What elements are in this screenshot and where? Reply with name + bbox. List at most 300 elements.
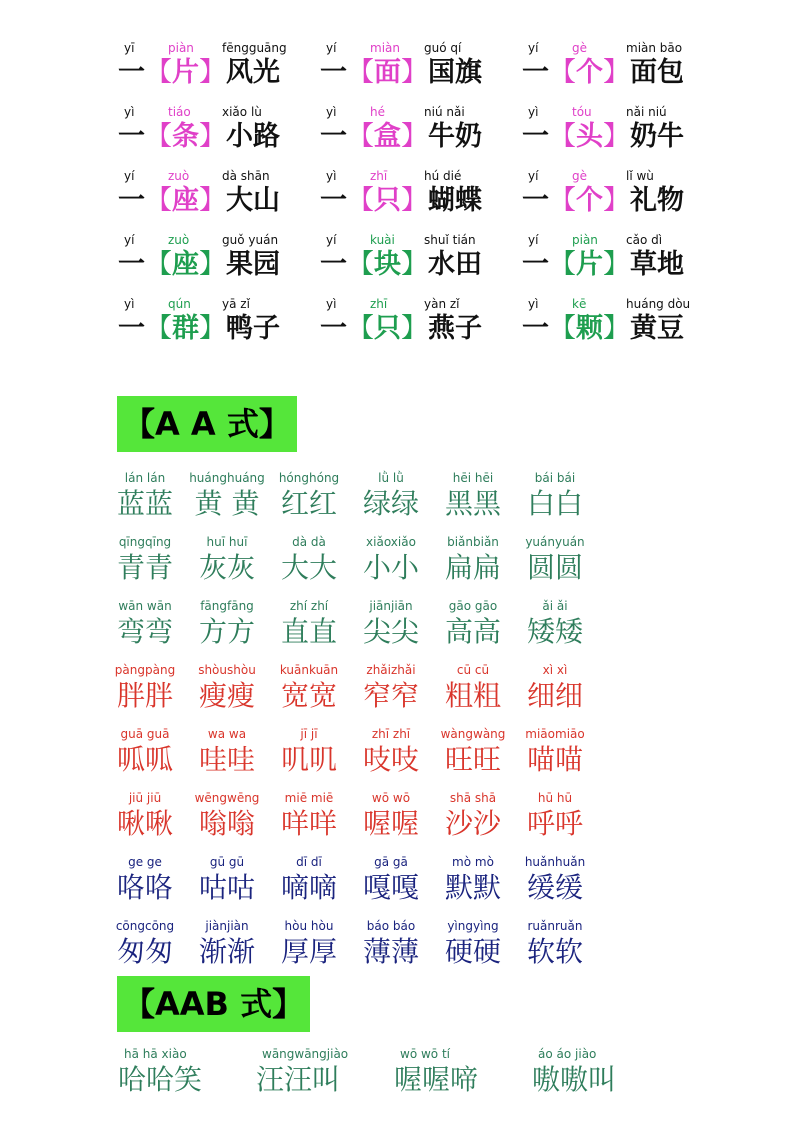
noun-chars: 小路: [226, 121, 280, 152]
word-pinyin: hēi hēi: [452, 471, 494, 485]
word-pinyin: gū gū: [209, 855, 245, 869]
word-hanzi: 哇哇: [198, 743, 255, 776]
word-pinyin: ge ge: [128, 855, 162, 869]
noun-chars: 牛奶: [428, 121, 482, 152]
word-pinyin: zhí zhí: [289, 599, 329, 613]
bracket-right: 】: [603, 57, 630, 88]
word-hanzi: 方方: [198, 615, 255, 648]
yi-char: 一: [118, 121, 145, 152]
aa-word: [186, 854, 268, 914]
aa-word: [432, 790, 514, 850]
word-hanzi: 嗷嗷叫: [532, 1063, 617, 1096]
bracket-left: 【: [347, 57, 374, 88]
noun-chars: 燕子: [428, 313, 482, 344]
word-hanzi: 圆圆: [526, 551, 583, 584]
noun-pinyin: lǐ wù: [626, 169, 654, 183]
measure-pinyin: zhī: [370, 297, 388, 311]
bracket-right: 】: [199, 249, 226, 280]
aa-word: [514, 470, 596, 530]
measure-phrase: [522, 232, 732, 292]
word-hanzi: 绿绿: [362, 487, 419, 520]
yi-pinyin: yí: [528, 169, 539, 183]
word-hanzi: 缓缓: [526, 871, 583, 904]
aa-row: [0, 854, 800, 914]
measure-char: 颗: [576, 313, 603, 344]
word-hanzi: 渐渐: [198, 935, 255, 968]
aa-row: [0, 726, 800, 786]
yi-pinyin: yí: [326, 233, 337, 247]
aa-word: [514, 790, 596, 850]
word-pinyin: qīngqīng: [118, 535, 172, 549]
word-hanzi: 胖胖: [116, 679, 173, 712]
measure-char: 块: [374, 249, 401, 280]
measure-phrase: [118, 104, 328, 164]
word-pinyin: hòu hòu: [284, 919, 334, 933]
measure-phrase: [320, 104, 530, 164]
noun-chars: 面包: [630, 57, 684, 88]
noun-pinyin: yàn zǐ: [424, 297, 460, 311]
aa-word: [432, 918, 514, 978]
aa-word: [104, 854, 186, 914]
word-hanzi: 黑黑: [444, 487, 501, 520]
word-pinyin: mò mò: [452, 855, 494, 869]
noun-pinyin: niú nǎi: [424, 105, 465, 119]
aa-row: [0, 470, 800, 530]
measure-char: 片: [576, 249, 603, 280]
word-hanzi: 喵喵: [526, 743, 583, 776]
measure-pinyin: tiáo: [168, 105, 191, 119]
measure-phrase: [522, 168, 732, 228]
word-hanzi: 宽宽: [280, 679, 337, 712]
word-hanzi: 匆匆: [116, 935, 173, 968]
measure-char: 个: [576, 57, 603, 88]
aa-word: [432, 726, 514, 786]
measure-pinyin: miàn: [370, 41, 400, 55]
phrase-hanzi: [118, 120, 280, 154]
bracket-left: 【: [145, 249, 172, 280]
word-hanzi: 薄薄: [362, 935, 419, 968]
word-hanzi: 黄 黄: [194, 487, 260, 520]
aa-word: [186, 918, 268, 978]
aa-word: [514, 534, 596, 594]
noun-pinyin: miàn bāo: [626, 41, 683, 55]
aab-word: [256, 1046, 396, 1106]
bracket-right: 】: [401, 249, 428, 280]
measure-char: 只: [374, 313, 401, 344]
word-pinyin: dà dà: [292, 535, 326, 549]
word-hanzi: 小小: [362, 551, 419, 584]
noun-chars: 奶牛: [630, 121, 684, 152]
bracket-left: 【: [347, 313, 374, 344]
aa-word: [350, 726, 432, 786]
aa-word: [514, 726, 596, 786]
word-hanzi: 呱呱: [116, 743, 173, 776]
measure-char: 只: [374, 185, 401, 216]
yi-char: 一: [320, 249, 347, 280]
word-pinyin: jī jī: [300, 727, 318, 741]
aa-row: [0, 790, 800, 850]
word-hanzi: 青青: [116, 551, 173, 584]
word-pinyin: wàngwàng: [440, 727, 506, 741]
measure-phrase: [118, 168, 328, 228]
aa-word: [350, 662, 432, 722]
word-pinyin: huī huī: [206, 535, 248, 549]
word-pinyin: jiànjiàn: [205, 919, 249, 933]
bracket-right: 】: [603, 249, 630, 280]
aa-word: [514, 918, 596, 978]
aa-word: [350, 790, 432, 850]
word-pinyin: ǎi ǎi: [542, 599, 568, 613]
word-hanzi: 弯弯: [116, 615, 173, 648]
yi-pinyin: yì: [124, 105, 135, 119]
word-hanzi: 旺旺: [444, 743, 501, 776]
yi-pinyin: yí: [124, 233, 135, 247]
measure-phrase: [320, 40, 530, 100]
section-header-aa: 【A A 式】: [117, 396, 297, 452]
word-pinyin: pàngpàng: [114, 663, 176, 677]
aa-word: [350, 470, 432, 530]
bracket-left: 【: [145, 57, 172, 88]
measure-row: [0, 104, 800, 164]
bracket-left: 【: [549, 57, 576, 88]
word-pinyin: huǎnhuǎn: [524, 855, 586, 869]
measure-row: [0, 168, 800, 228]
measure-pinyin: zhī: [370, 169, 388, 183]
word-hanzi: 沙沙: [444, 807, 501, 840]
phrase-hanzi: [118, 312, 280, 346]
bracket-left: 【: [145, 121, 172, 152]
aa-word: [268, 534, 350, 594]
noun-pinyin: guó qí: [424, 41, 462, 55]
measure-pinyin: hé: [370, 105, 385, 119]
aa-word: [268, 918, 350, 978]
phrase-hanzi: [320, 312, 482, 346]
yi-char: 一: [522, 57, 549, 88]
bracket-left: 【: [549, 121, 576, 152]
word-pinyin: yìngyìng: [447, 919, 499, 933]
word-hanzi: 蓝蓝: [116, 487, 173, 520]
measure-char: 条: [172, 121, 199, 152]
aab-word: [532, 1046, 672, 1106]
word-pinyin: shòushòu: [198, 663, 256, 677]
aa-word: [104, 662, 186, 722]
aab-word: [394, 1046, 534, 1106]
word-hanzi: 汪汪叫: [256, 1063, 341, 1096]
measure-pinyin: kuài: [370, 233, 395, 247]
bracket-right: 】: [401, 57, 428, 88]
noun-pinyin: hú dié: [424, 169, 462, 183]
phrase-hanzi: [320, 56, 482, 90]
word-pinyin: shā shā: [449, 791, 497, 805]
word-hanzi: 窄窄: [362, 679, 419, 712]
aa-word: [432, 662, 514, 722]
word-pinyin: kuānkuān: [279, 663, 339, 677]
noun-chars: 草地: [630, 249, 684, 280]
noun-pinyin: yā zǐ: [222, 297, 250, 311]
measure-pinyin: kē: [572, 297, 587, 311]
measure-pinyin: zuò: [168, 233, 190, 247]
word-pinyin: zhǎizhǎi: [366, 663, 416, 677]
word-pinyin: áo áo jiào: [538, 1047, 597, 1061]
word-hanzi: 厚厚: [280, 935, 337, 968]
aa-word: [268, 854, 350, 914]
word-pinyin: xì xì: [542, 663, 568, 677]
aa-row: [0, 534, 800, 594]
aa-word: [104, 726, 186, 786]
aa-word: [268, 726, 350, 786]
phrase-hanzi: [522, 248, 684, 282]
measure-char: 面: [374, 57, 401, 88]
noun-chars: 礼物: [630, 185, 684, 216]
aa-word: [104, 918, 186, 978]
bracket-right: 】: [603, 121, 630, 152]
word-hanzi: 吱吱: [362, 743, 419, 776]
aa-word: [432, 470, 514, 530]
noun-chars: 鸭子: [226, 313, 280, 344]
word-pinyin: huánghuáng: [189, 471, 265, 485]
yi-char: 一: [522, 121, 549, 152]
word-pinyin: wō wō: [371, 791, 411, 805]
phrase-hanzi: [522, 120, 684, 154]
measure-char: 片: [172, 57, 199, 88]
bracket-right: 】: [199, 185, 226, 216]
word-hanzi: 高高: [444, 615, 501, 648]
word-pinyin: biǎnbiǎn: [447, 535, 499, 549]
bracket-right: 】: [199, 121, 226, 152]
aa-word: [432, 598, 514, 658]
word-pinyin: miē miē: [284, 791, 334, 805]
yi-pinyin: yì: [326, 105, 337, 119]
bracket-right: 】: [603, 185, 630, 216]
word-pinyin: yuányuán: [525, 535, 585, 549]
word-pinyin: jiānjiān: [369, 599, 413, 613]
yi-char: 一: [522, 249, 549, 280]
noun-pinyin: fēngguāng: [222, 41, 287, 55]
yi-pinyin: yì: [326, 297, 337, 311]
measure-pinyin: zuò: [168, 169, 190, 183]
bracket-left: 【: [347, 185, 374, 216]
word-pinyin: ruǎnruǎn: [527, 919, 583, 933]
aa-word: [186, 662, 268, 722]
word-hanzi: 硬硬: [444, 935, 501, 968]
bracket-right: 】: [199, 313, 226, 344]
measure-phrase: [118, 296, 328, 356]
word-pinyin: jiū jiū: [128, 791, 162, 805]
aab-row: [0, 1046, 800, 1106]
section-header-aab: 【AAB 式】: [117, 976, 310, 1032]
word-hanzi: 咯咯: [116, 871, 173, 904]
word-pinyin: wēngwēng: [194, 791, 260, 805]
word-pinyin: dī dī: [296, 855, 322, 869]
bracket-right: 】: [401, 185, 428, 216]
word-hanzi: 扁扁: [444, 551, 501, 584]
noun-chars: 风光: [226, 57, 280, 88]
aa-word: [432, 534, 514, 594]
word-pinyin: guā guā: [120, 727, 170, 741]
measure-phrase: [320, 168, 530, 228]
aa-word: [350, 598, 432, 658]
aa-word: [514, 598, 596, 658]
word-hanzi: 哈哈笑: [118, 1063, 203, 1096]
word-hanzi: 叽叽: [280, 743, 337, 776]
phrase-hanzi: [522, 56, 684, 90]
aa-word: [104, 534, 186, 594]
word-pinyin: hū hū: [537, 791, 573, 805]
word-hanzi: 白白: [526, 487, 583, 520]
word-pinyin: gāo gāo: [448, 599, 498, 613]
bracket-left: 【: [347, 121, 374, 152]
noun-chars: 蝴蝶: [428, 185, 482, 216]
phrase-hanzi: [320, 120, 482, 154]
bracket-right: 】: [401, 121, 428, 152]
word-hanzi: 喔喔: [362, 807, 419, 840]
measure-pinyin: gè: [572, 169, 587, 183]
measure-phrase: [118, 232, 328, 292]
yi-char: 一: [320, 121, 347, 152]
bracket-right: 】: [401, 313, 428, 344]
aa-word: [186, 726, 268, 786]
word-hanzi: 嗡嗡: [198, 807, 255, 840]
yi-char: 一: [320, 313, 347, 344]
aa-word: [432, 854, 514, 914]
measure-row: [0, 296, 800, 356]
aa-row: [0, 918, 800, 978]
aa-word: [104, 790, 186, 850]
measure-row: [0, 40, 800, 100]
yi-pinyin: yí: [124, 169, 135, 183]
aa-word: [104, 470, 186, 530]
noun-chars: 大山: [226, 185, 280, 216]
measure-pinyin: piàn: [168, 41, 194, 55]
word-hanzi: 细细: [526, 679, 583, 712]
measure-phrase: [522, 40, 732, 100]
word-pinyin: lán lán: [124, 471, 166, 485]
yi-char: 一: [320, 185, 347, 216]
yi-char: 一: [118, 249, 145, 280]
measure-phrase: [320, 296, 530, 356]
word-hanzi: 尖尖: [362, 615, 419, 648]
measure-pinyin: tóu: [572, 105, 592, 119]
word-pinyin: cōngcōng: [115, 919, 175, 933]
word-pinyin: hā hā xiào: [124, 1047, 187, 1061]
yi-pinyin: yí: [528, 233, 539, 247]
noun-chars: 黄豆: [630, 313, 684, 344]
word-hanzi: 大大: [280, 551, 337, 584]
aab-word: [118, 1046, 258, 1106]
word-hanzi: 嘀嘀: [280, 871, 337, 904]
word-pinyin: wō wō tí: [400, 1047, 450, 1061]
noun-pinyin: huáng dòu: [626, 297, 691, 311]
bracket-left: 【: [145, 313, 172, 344]
phrase-hanzi: [118, 56, 280, 90]
noun-chars: 国旗: [428, 57, 482, 88]
word-pinyin: xiǎoxiǎo: [366, 535, 416, 549]
measure-char: 座: [172, 185, 199, 216]
yi-char: 一: [118, 185, 145, 216]
bracket-left: 【: [549, 313, 576, 344]
aa-word: [514, 854, 596, 914]
measure-char: 头: [576, 121, 603, 152]
noun-pinyin: nǎi niú: [626, 105, 667, 119]
word-pinyin: hónghóng: [278, 471, 340, 485]
yi-pinyin: yí: [528, 41, 539, 55]
phrase-hanzi: [118, 184, 280, 218]
word-pinyin: wāngwāngjiào: [262, 1047, 349, 1061]
word-hanzi: 灰灰: [198, 551, 255, 584]
yi-pinyin: yì: [528, 105, 539, 119]
aa-word: [514, 662, 596, 722]
word-pinyin: lǜ lǜ: [378, 471, 404, 485]
measure-char: 个: [576, 185, 603, 216]
measure-char: 盒: [374, 121, 401, 152]
measure-char: 群: [172, 313, 199, 344]
word-hanzi: 喔喔啼: [394, 1063, 479, 1096]
word-hanzi: 嘎嘎: [362, 871, 419, 904]
yi-char: 一: [522, 185, 549, 216]
yi-char: 一: [522, 313, 549, 344]
noun-chars: 果园: [226, 249, 280, 280]
yi-pinyin: yì: [528, 297, 539, 311]
aa-word: [186, 470, 268, 530]
aa-word: [268, 470, 350, 530]
word-hanzi: 瘦瘦: [198, 679, 255, 712]
word-pinyin: cū cū: [456, 663, 490, 677]
aa-word: [186, 534, 268, 594]
word-pinyin: fāngfāng: [200, 599, 254, 613]
measure-phrase: [320, 232, 530, 292]
word-hanzi: 软软: [526, 935, 583, 968]
bracket-left: 【: [145, 185, 172, 216]
yi-char: 一: [118, 313, 145, 344]
word-pinyin: zhī zhī: [371, 727, 411, 741]
measure-pinyin: gè: [572, 41, 587, 55]
word-pinyin: bái bái: [534, 471, 576, 485]
word-pinyin: wa wa: [207, 727, 247, 741]
bracket-left: 【: [549, 249, 576, 280]
measure-phrase: [522, 296, 732, 356]
aa-word: [268, 598, 350, 658]
noun-pinyin: xiǎo lù: [222, 105, 262, 119]
noun-pinyin: cǎo dì: [626, 233, 663, 247]
measure-phrase: [118, 40, 328, 100]
word-pinyin: wān wān: [118, 599, 172, 613]
word-hanzi: 呼呼: [526, 807, 583, 840]
yi-pinyin: yī: [124, 41, 135, 55]
measure-pinyin: qún: [168, 297, 191, 311]
word-hanzi: 直直: [280, 615, 337, 648]
word-pinyin: miāomiāo: [525, 727, 585, 741]
word-hanzi: 默默: [444, 871, 501, 904]
bracket-right: 】: [603, 313, 630, 344]
phrase-hanzi: [320, 248, 482, 282]
bracket-left: 【: [347, 249, 374, 280]
aa-word: [268, 790, 350, 850]
phrase-hanzi: [320, 184, 482, 218]
aa-row: [0, 598, 800, 658]
measure-phrase: [522, 104, 732, 164]
word-hanzi: 矮矮: [526, 615, 583, 648]
yi-pinyin: yì: [326, 169, 337, 183]
aa-word: [186, 598, 268, 658]
noun-pinyin: dà shān: [222, 169, 270, 183]
noun-pinyin: guǒ yuán: [222, 233, 279, 247]
noun-pinyin: shuǐ tián: [424, 233, 476, 247]
aa-word: [350, 854, 432, 914]
word-hanzi: 啾啾: [116, 807, 173, 840]
measure-char: 座: [172, 249, 199, 280]
aa-word: [186, 790, 268, 850]
aa-word: [350, 534, 432, 594]
